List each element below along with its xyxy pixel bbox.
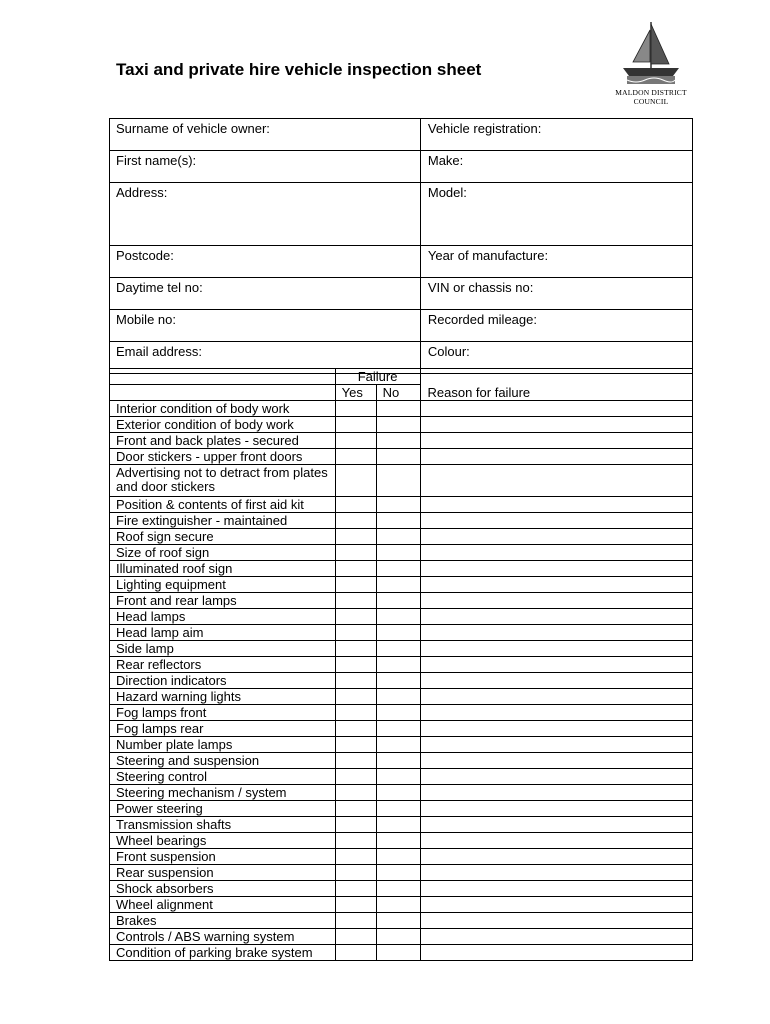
checklist-item-label: Wheel alignment (110, 897, 336, 913)
reason-for-failure-cell[interactable] (420, 881, 692, 897)
checklist-item-label: Direction indicators (110, 673, 336, 689)
vehicle-registration-field[interactable]: Vehicle registration: (420, 119, 692, 151)
failure-no-cell[interactable] (376, 401, 420, 417)
failure-no-cell[interactable] (376, 929, 420, 945)
checklist-item-label: Front and rear lamps (110, 593, 336, 609)
reason-for-failure-cell[interactable] (420, 577, 692, 593)
failure-yes-cell[interactable] (335, 465, 376, 497)
checklist-item-label: Rear suspension (110, 865, 336, 881)
failure-yes-cell[interactable] (335, 833, 376, 849)
checklist-item-label: Brakes (110, 913, 336, 929)
postcode-field[interactable]: Postcode: (110, 246, 421, 278)
checklist-row (110, 513, 693, 529)
page-title: Taxi and private hire vehicle inspection sheet (116, 60, 482, 79)
checklist-row (110, 625, 693, 641)
checklist-item-label: Roof sign secure (110, 529, 336, 545)
reason-for-failure-cell[interactable] (420, 417, 692, 433)
reason-for-failure-cell[interactable] (420, 929, 692, 945)
model-field[interactable]: Model: (420, 183, 692, 246)
reason-header: Reason for failure (420, 385, 692, 401)
reason-for-failure-cell[interactable] (420, 769, 692, 785)
checklist-item-label: Fog lamps front (110, 705, 336, 721)
failure-yes-cell[interactable] (335, 689, 376, 705)
checklist-row (110, 817, 693, 833)
failure-no-cell[interactable] (376, 721, 420, 737)
failure-yes-cell[interactable] (335, 545, 376, 561)
checklist-item-label: Shock absorbers (110, 881, 336, 897)
checklist-item-label: Head lamps (110, 609, 336, 625)
checklist-row (110, 945, 693, 961)
vin-field[interactable]: VIN or chassis no: (420, 278, 692, 310)
details-row (110, 278, 693, 310)
checklist-row (110, 609, 693, 625)
checklist-item-label: Steering control (110, 769, 336, 785)
logo-text-line2: COUNCIL (633, 97, 669, 106)
surname-field[interactable]: Surname of vehicle owner: (110, 119, 421, 151)
year-of-manufacture-field[interactable]: Year of manufacture: (420, 246, 692, 278)
failure-yes-cell[interactable] (335, 513, 376, 529)
failure-no-cell[interactable] (376, 529, 420, 545)
inspection-checklist-table (109, 368, 693, 961)
failure-yes-cell[interactable] (335, 593, 376, 609)
details-row (110, 310, 693, 342)
failure-no-cell[interactable] (376, 817, 420, 833)
colour-field[interactable]: Colour: (420, 342, 692, 374)
checklist-row (110, 417, 693, 433)
failure-yes-cell[interactable] (335, 929, 376, 945)
failure-no-cell[interactable] (376, 945, 420, 961)
reason-for-failure-cell[interactable] (420, 513, 692, 529)
failure-yes-cell[interactable] (335, 753, 376, 769)
yes-header: Yes (335, 385, 376, 401)
failure-yes-cell[interactable] (335, 881, 376, 897)
failure-no-cell[interactable] (376, 801, 420, 817)
failure-yes-cell[interactable] (335, 497, 376, 513)
checklist-row (110, 433, 693, 449)
failure-yes-cell[interactable] (335, 865, 376, 881)
vehicle-owner-details-table (109, 118, 693, 374)
checklist-row (110, 929, 693, 945)
reason-for-failure-cell[interactable] (420, 721, 692, 737)
reason-for-failure-cell[interactable] (420, 433, 692, 449)
reason-for-failure-cell[interactable] (420, 705, 692, 721)
checklist-row (110, 641, 693, 657)
failure-no-cell[interactable] (376, 513, 420, 529)
failure-yes-cell[interactable] (335, 401, 376, 417)
reason-for-failure-cell[interactable] (420, 833, 692, 849)
recorded-mileage-field[interactable]: Recorded mileage: (420, 310, 692, 342)
mobile-field[interactable]: Mobile no: (110, 310, 421, 342)
checklist-row (110, 785, 693, 801)
reason-for-failure-cell[interactable] (420, 785, 692, 801)
reason-for-failure-cell[interactable] (420, 945, 692, 961)
failure-yes-cell[interactable] (335, 721, 376, 737)
failure-no-cell[interactable] (376, 737, 420, 753)
reason-for-failure-cell[interactable] (420, 545, 692, 561)
checklist-row (110, 881, 693, 897)
details-row (110, 119, 693, 151)
checklist-row (110, 897, 693, 913)
failure-yes-cell[interactable] (335, 529, 376, 545)
failure-no-cell[interactable] (376, 449, 420, 465)
failure-no-cell[interactable] (376, 753, 420, 769)
reason-for-failure-cell[interactable] (420, 817, 692, 833)
reason-for-failure-cell[interactable] (420, 529, 692, 545)
checklist-row (110, 673, 693, 689)
checklist-item-label: Head lamp aim (110, 625, 336, 641)
checklist-row (110, 545, 693, 561)
details-row (110, 151, 693, 183)
failure-yes-cell[interactable] (335, 897, 376, 913)
failure-yes-cell[interactable] (335, 657, 376, 673)
details-row (110, 246, 693, 278)
checklist-item-label: Advertising not to detract from plates and door stickers (110, 465, 336, 497)
failure-no-cell[interactable] (376, 881, 420, 897)
checklist-row (110, 657, 693, 673)
address-field[interactable]: Address: (110, 183, 421, 246)
reason-for-failure-cell[interactable] (420, 913, 692, 929)
checklist-item-label: Interior condition of body work (110, 401, 336, 417)
checklist-item-label: Condition of parking brake system (110, 945, 336, 961)
checklist-row (110, 497, 693, 513)
logo-text-line1: MALDON DISTRICT (615, 88, 687, 97)
checklist-item-label: Lighting equipment (110, 577, 336, 593)
failure-yes-cell[interactable] (335, 945, 376, 961)
checklist-item-label: Rear reflectors (110, 657, 336, 673)
checklist-row (110, 529, 693, 545)
reason-for-failure-cell[interactable] (420, 465, 692, 497)
reason-for-failure-cell[interactable] (420, 865, 692, 881)
failure-no-cell[interactable] (376, 865, 420, 881)
failure-no-cell[interactable] (376, 465, 420, 497)
failure-no-cell[interactable] (376, 545, 420, 561)
reason-for-failure-cell[interactable] (420, 673, 692, 689)
header-blank-cell (420, 369, 692, 385)
reason-for-failure-cell[interactable] (420, 641, 692, 657)
checklist-row (110, 401, 693, 417)
failure-no-cell[interactable] (376, 833, 420, 849)
checklist-row (110, 849, 693, 865)
checklist-item-label: Steering and suspension (110, 753, 336, 769)
checklist-item-label: Front and back plates - secured (110, 433, 336, 449)
checklist-row (110, 737, 693, 753)
failure-no-cell[interactable] (376, 785, 420, 801)
failure-yes-cell[interactable] (335, 433, 376, 449)
make-field[interactable]: Make: (420, 151, 692, 183)
failure-yes-cell[interactable] (335, 673, 376, 689)
checklist-item-label: Power steering (110, 801, 336, 817)
checklist-row (110, 769, 693, 785)
checklist-header-row-2 (110, 385, 693, 401)
reason-for-failure-cell[interactable] (420, 849, 692, 865)
failure-no-cell[interactable] (376, 657, 420, 673)
checklist-item-label: Hazard warning lights (110, 689, 336, 705)
checklist-item-label: Front suspension (110, 849, 336, 865)
checklist-item-label: Number plate lamps (110, 737, 336, 753)
reason-for-failure-cell[interactable] (420, 449, 692, 465)
failure-yes-cell[interactable] (335, 913, 376, 929)
checklist-row (110, 865, 693, 881)
reason-for-failure-cell[interactable] (420, 897, 692, 913)
reason-for-failure-cell[interactable] (420, 561, 692, 577)
failure-no-cell[interactable] (376, 849, 420, 865)
failure-yes-cell[interactable] (335, 577, 376, 593)
reason-for-failure-cell[interactable] (420, 625, 692, 641)
checklist-item-label: Position & contents of first aid kit (110, 497, 336, 513)
reason-for-failure-cell[interactable] (420, 593, 692, 609)
reason-for-failure-cell[interactable] (420, 657, 692, 673)
daytime-tel-field[interactable]: Daytime tel no: (110, 278, 421, 310)
checklist-row (110, 705, 693, 721)
failure-yes-cell[interactable] (335, 785, 376, 801)
checklist-item-label: Fire extinguisher - maintained (110, 513, 336, 529)
failure-no-cell[interactable] (376, 609, 420, 625)
checklist-row (110, 913, 693, 929)
checklist-header-row-1 (110, 369, 693, 385)
checklist-item-label: Door stickers - upper front doors (110, 449, 336, 465)
checklist-row (110, 801, 693, 817)
checklist-row (110, 689, 693, 705)
checklist-item-label: Size of roof sign (110, 545, 336, 561)
failure-no-cell[interactable] (376, 497, 420, 513)
no-header: No (376, 385, 420, 401)
failure-yes-cell[interactable] (335, 817, 376, 833)
failure-header: Failure (335, 369, 420, 385)
council-logo (603, 18, 699, 110)
failure-no-cell[interactable] (376, 913, 420, 929)
checklist-item-label: Illuminated roof sign (110, 561, 336, 577)
failure-yes-cell[interactable] (335, 417, 376, 433)
reason-for-failure-cell[interactable] (420, 609, 692, 625)
email-field[interactable]: Email address: (110, 342, 421, 374)
checklist-row (110, 593, 693, 609)
reason-for-failure-cell[interactable] (420, 753, 692, 769)
failure-no-cell[interactable] (376, 577, 420, 593)
failure-yes-cell[interactable] (335, 801, 376, 817)
failure-yes-cell[interactable] (335, 737, 376, 753)
checklist-row (110, 753, 693, 769)
reason-for-failure-cell[interactable] (420, 801, 692, 817)
checklist-item-label: Exterior condition of body work (110, 417, 336, 433)
checklist-row (110, 721, 693, 737)
failure-no-cell[interactable] (376, 769, 420, 785)
failure-no-cell[interactable] (376, 705, 420, 721)
header-blank-cell (110, 385, 336, 401)
failure-yes-cell[interactable] (335, 625, 376, 641)
failure-no-cell[interactable] (376, 641, 420, 657)
checklist-row (110, 561, 693, 577)
failure-no-cell[interactable] (376, 593, 420, 609)
failure-yes-cell[interactable] (335, 641, 376, 657)
failure-yes-cell[interactable] (335, 609, 376, 625)
checklist-item-label: Wheel bearings (110, 833, 336, 849)
checklist-item-label: Transmission shafts (110, 817, 336, 833)
failure-yes-cell[interactable] (335, 705, 376, 721)
failure-no-cell[interactable] (376, 689, 420, 705)
failure-no-cell[interactable] (376, 561, 420, 577)
reason-for-failure-cell[interactable] (420, 497, 692, 513)
reason-for-failure-cell[interactable] (420, 737, 692, 753)
sailing-barge-icon (621, 18, 681, 88)
failure-no-cell[interactable] (376, 673, 420, 689)
checklist-item-label: Controls / ABS warning system (110, 929, 336, 945)
checklist-item-label: Side lamp (110, 641, 336, 657)
checklist-item-label: Steering mechanism / system (110, 785, 336, 801)
checklist-row (110, 833, 693, 849)
reason-for-failure-cell[interactable] (420, 401, 692, 417)
details-row (110, 183, 693, 246)
checklist-item-label: Fog lamps rear (110, 721, 336, 737)
header-blank-cell (110, 369, 336, 385)
first-name-field[interactable]: First name(s): (110, 151, 421, 183)
failure-no-cell[interactable] (376, 433, 420, 449)
reason-for-failure-cell[interactable] (420, 689, 692, 705)
failure-yes-cell[interactable] (335, 849, 376, 865)
checklist-row (110, 449, 693, 465)
failure-yes-cell[interactable] (335, 769, 376, 785)
checklist-row (110, 465, 693, 497)
failure-yes-cell[interactable] (335, 449, 376, 465)
checklist-row (110, 577, 693, 593)
failure-yes-cell[interactable] (335, 561, 376, 577)
failure-no-cell[interactable] (376, 417, 420, 433)
failure-no-cell[interactable] (376, 625, 420, 641)
failure-no-cell[interactable] (376, 897, 420, 913)
